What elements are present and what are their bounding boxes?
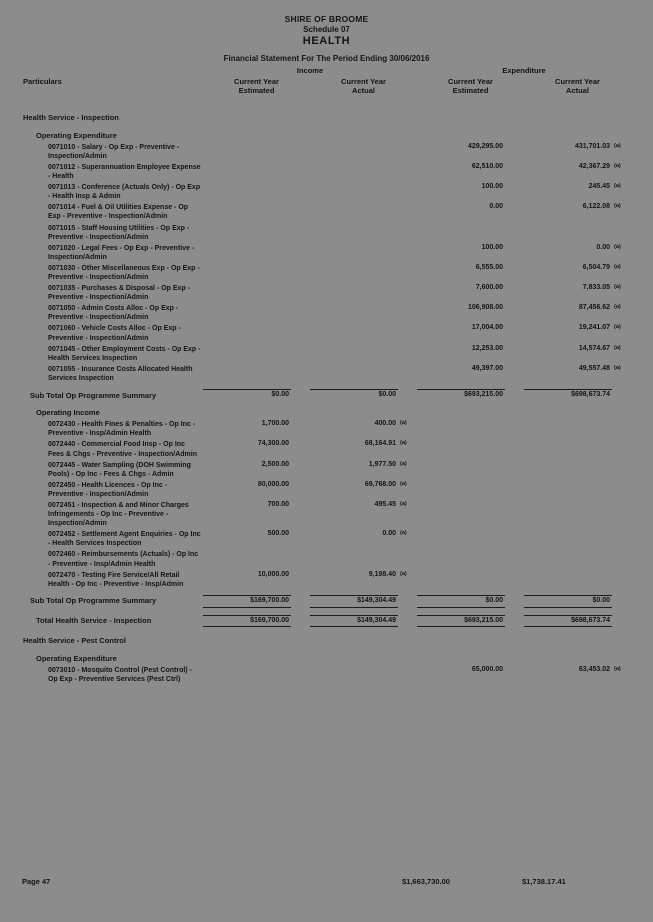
section-total-row — [22, 615, 631, 627]
income-estimated-header: Current Year Estimated — [234, 77, 279, 96]
section-total-label: Total Health Service - Inspection — [36, 616, 152, 626]
row-expenditure-estimated: 49,397.00 — [471, 364, 503, 372]
row-income-estimated — [203, 283, 291, 303]
row-income-actual — [310, 665, 398, 685]
row-note: (a) — [400, 420, 407, 427]
row-label: 0072460 - Reimbursements (Actuals) - Op Inc - Preventive - Insp/Admin Health — [48, 551, 199, 568]
table-row — [22, 665, 631, 685]
row-label: 0071035 - Purchases & Disposal - Op Exp - Preventive - Inspection/Admin — [48, 285, 191, 302]
row-income-estimated — [203, 303, 291, 323]
row-expenditure-estimated — [417, 529, 505, 549]
row-expenditure-actual: 87,456.62 — [578, 304, 610, 312]
table-row — [22, 439, 631, 459]
table-row — [22, 549, 631, 569]
row-note — [398, 202, 417, 222]
table-row — [22, 202, 631, 222]
row-note — [398, 344, 417, 364]
table-row — [22, 243, 631, 263]
block-subtitle-row — [22, 401, 631, 419]
row-note — [291, 344, 310, 364]
row-note — [505, 243, 524, 263]
row-note — [291, 223, 310, 243]
table-row — [22, 460, 631, 480]
row-note — [612, 223, 631, 243]
statement-period: Financial Statement For The Period Ending 30/06/2016 — [223, 54, 430, 63]
row-label: 0071014 - Fuel & Oil Utilities Expense - Op Exp - Preventive - Inspection/Admin — [48, 204, 189, 221]
income-actual-header: Current Year Actual — [341, 77, 386, 96]
table-row — [22, 223, 631, 243]
particulars-header: Particulars — [23, 77, 62, 86]
row-note: (a) — [614, 142, 621, 149]
row-income-actual: 0.00 — [382, 530, 396, 538]
row-expenditure-estimated: 100.00 — [481, 183, 503, 191]
row-income-actual — [310, 344, 398, 364]
row-label: 0071045 - Other Employment Costs - Op Exp - Health Services Inspection — [48, 345, 201, 362]
row-expenditure-actual: 431,701.03 — [574, 142, 610, 150]
subtotal-expenditure-estimated: $693,215.00 — [417, 390, 505, 402]
row-income-estimated — [203, 182, 291, 202]
row-note: (a) — [614, 263, 621, 270]
row-note — [291, 202, 310, 222]
row-income-estimated: 700.00 — [267, 501, 289, 508]
subtotal-row — [22, 595, 631, 607]
footer-value-2: $1,738.17.41 — [522, 877, 566, 886]
row-expenditure-actual — [524, 529, 612, 549]
row-note: (a) — [400, 480, 407, 487]
row-income-actual — [310, 263, 398, 283]
row-income-estimated — [203, 202, 291, 222]
row-note — [291, 162, 310, 182]
row-expenditure-actual: 42,367.29 — [578, 162, 610, 170]
section-total-income-actual: $149,304.49 — [310, 615, 398, 627]
section-title-row — [22, 104, 631, 124]
row-income-actual — [310, 182, 398, 202]
row-label: 0072445 - Water Sampling (DOH Swimming Pools) - Op Inc - Fees & Chgs - Admin — [48, 461, 191, 478]
table-row — [22, 364, 631, 384]
row-note: (a) — [614, 162, 621, 169]
row-expenditure-actual: 49,557.48 — [578, 364, 610, 372]
row-income-actual: 1,977.50 — [368, 460, 396, 468]
schedule-title: HEALTH — [302, 35, 351, 47]
row-expenditure-estimated — [417, 500, 505, 529]
block-subtitle: Operating Income — [36, 408, 100, 418]
row-income-estimated — [203, 263, 291, 283]
table-row — [22, 323, 631, 343]
row-income-estimated: 500.00 — [267, 530, 289, 538]
row-note: (a) — [614, 364, 621, 371]
row-note: (a) — [400, 460, 407, 467]
row-income-estimated — [203, 142, 291, 162]
table-row — [22, 570, 631, 590]
row-label: 0072470 - Testing Fire Service/All Retail Health - Op Inc - Preventive - Insp/Admin — [48, 571, 184, 588]
row-expenditure-actual: 7,833.05 — [582, 284, 610, 292]
row-label: 0073010 - Mosquito Control (Pest Control) - Op Exp - Preventive Services (Pest Ctrl) — [48, 667, 192, 684]
row-label: 0072452 - Settlement Agent Enquiries - Op Inc - Health Services Inspection — [48, 531, 201, 548]
section-total-income-estimated: $169,700.00 — [203, 615, 291, 627]
row-note — [398, 283, 417, 303]
row-expenditure-actual — [524, 439, 612, 459]
row-note: (a) — [400, 570, 407, 577]
row-note: (a) — [614, 304, 621, 311]
row-note — [505, 323, 524, 343]
page-footer — [22, 877, 631, 886]
row-note — [505, 223, 524, 243]
row-expenditure-actual — [524, 549, 612, 569]
row-expenditure-estimated: 0.00 — [489, 203, 503, 211]
section-title-row — [22, 627, 631, 648]
row-note — [398, 182, 417, 202]
row-income-estimated — [203, 344, 291, 364]
row-expenditure-actual — [524, 480, 612, 500]
table-row — [22, 500, 631, 529]
row-income-estimated — [203, 364, 291, 384]
row-note — [291, 364, 310, 384]
row-label: 0071012 - Superannuation Employee Expense - Health — [48, 163, 201, 181]
row-expenditure-estimated: 12,253.00 — [471, 344, 503, 352]
row-expenditure-estimated — [417, 223, 505, 243]
column-header-row — [22, 76, 631, 97]
table-row — [22, 529, 631, 549]
row-note — [505, 182, 524, 202]
subtotal-label: Sub Total Op Programme Summary — [30, 390, 157, 400]
row-expenditure-estimated: 62,510.00 — [471, 162, 503, 170]
section-title: Health Service - Pest Control — [23, 636, 126, 646]
row-expenditure-estimated: 7,600.00 — [475, 284, 503, 292]
table-row — [22, 263, 631, 283]
table-row — [22, 162, 631, 182]
row-note: (a) — [614, 203, 621, 210]
row-note — [505, 162, 524, 182]
row-note — [291, 142, 310, 162]
row-expenditure-estimated: 17,004.00 — [471, 324, 503, 332]
block-subtitle: Operating Expenditure — [36, 130, 117, 140]
row-income-actual: 69,768.00 — [364, 480, 396, 488]
table-row — [22, 344, 631, 364]
row-note — [505, 202, 524, 222]
expenditure-estimated-header: Current Year Estimated — [448, 77, 493, 96]
subtotal-label: Sub Total Op Programme Summary — [30, 596, 157, 606]
row-expenditure-estimated: 106,908.00 — [467, 304, 503, 312]
row-label: 0071030 - Other Miscellaneous Exp - Op Exp - Preventive - Inspection/Admin — [48, 264, 200, 281]
row-label: 0071055 - Insurance Costs Allocated Health Services Inspection — [48, 365, 193, 382]
row-income-estimated — [203, 323, 291, 343]
row-label: 0071015 - Staff Housing Utilities - Op Exp - Preventive - Inspection/Admin — [48, 224, 190, 241]
row-expenditure-estimated — [417, 480, 505, 500]
row-income-actual: 68,164.91 — [364, 440, 396, 448]
table-row — [22, 480, 631, 500]
row-note: (a) — [614, 183, 621, 190]
row-expenditure-actual — [524, 570, 612, 590]
row-note: (a) — [614, 666, 621, 673]
row-note — [291, 243, 310, 263]
row-note — [398, 323, 417, 343]
subtotal-row — [22, 390, 631, 402]
row-expenditure-actual: 63,453.02 — [578, 666, 610, 674]
row-note: (a) — [614, 243, 621, 250]
column-group-row — [22, 65, 631, 76]
row-expenditure-actual: 19,241.07 — [578, 324, 610, 332]
row-expenditure-actual: 0.00 — [596, 243, 610, 251]
row-note: (a) — [614, 344, 621, 351]
row-expenditure-estimated — [417, 439, 505, 459]
row-income-actual — [310, 223, 398, 243]
income-group-header: Income — [296, 66, 324, 75]
row-income-actual — [310, 162, 398, 182]
row-income-actual: 9,198.40 — [368, 570, 396, 578]
row-expenditure-estimated — [417, 549, 505, 569]
table-row — [22, 303, 631, 323]
row-label: 0071010 - Salary - Op Exp - Preventive - Inspection/Admin — [48, 143, 180, 160]
row-label: 0072440 - Commercial Food Insp - Op Inc Fees & Chgs - Preventive - Inspection/Admin — [48, 441, 197, 458]
table-row — [22, 142, 631, 162]
row-expenditure-actual — [524, 419, 612, 439]
row-income-estimated — [203, 223, 291, 243]
row-expenditure-estimated: 6,555.00 — [475, 263, 503, 271]
row-income-actual — [310, 549, 398, 569]
document-header — [22, 14, 631, 63]
row-label: 0071050 - Admin Costs Alloc - Op Exp - Preventive - Inspection/Admin — [48, 305, 179, 322]
row-income-actual — [310, 283, 398, 303]
organisation-name: SHIRE OF BROOME — [284, 14, 369, 24]
row-note — [291, 303, 310, 323]
expenditure-group-header: Expenditure — [502, 66, 546, 75]
row-note — [398, 549, 417, 569]
block-subtitle-row — [22, 124, 631, 142]
row-income-actual: 495.45 — [374, 501, 396, 508]
subtotal-income-estimated: $0.00 — [203, 390, 291, 402]
row-expenditure-estimated — [417, 570, 505, 590]
row-note: (a) — [614, 284, 621, 291]
row-income-actual — [310, 202, 398, 222]
table-row — [22, 419, 631, 439]
financial-table — [22, 65, 631, 686]
row-income-estimated — [203, 665, 291, 685]
subtotal-expenditure-actual: $0.00 — [524, 595, 612, 607]
row-note: (a) — [400, 530, 407, 537]
table-row — [22, 283, 631, 303]
row-expenditure-estimated: 429,295.00 — [467, 142, 503, 150]
row-note: (a) — [614, 324, 621, 331]
row-income-estimated: 10,000.00 — [257, 570, 289, 578]
row-label: 0072451 - Inspection & and Minor Charges Infringements - Op Inc - Preventive - Inspection/Admin — [48, 502, 189, 528]
row-note — [505, 344, 524, 364]
row-note — [291, 323, 310, 343]
row-note — [398, 142, 417, 162]
expenditure-actual-header: Current Year Actual — [555, 77, 600, 96]
row-note — [505, 263, 524, 283]
row-note — [398, 263, 417, 283]
row-label: 0071060 - Vehicle Costs Alloc - Op Exp - Preventive - Inspection/Admin — [48, 325, 181, 342]
table-row — [22, 182, 631, 202]
row-note — [398, 162, 417, 182]
row-label: 0071013 - Conference (Actuals Only) - Op Exp - Health Insp & Admin — [48, 184, 201, 201]
schedule-number: Schedule 07 — [303, 25, 350, 34]
section-total-expenditure-actual: $698,673.74 — [524, 615, 612, 627]
row-note — [505, 303, 524, 323]
row-income-actual — [310, 303, 398, 323]
subtotal-income-estimated: $169,700.00 — [203, 595, 291, 607]
row-note: (a) — [400, 440, 407, 447]
row-income-estimated: 1,700.00 — [261, 420, 289, 428]
subtotal-income-actual: $0.00 — [310, 390, 398, 402]
section-title: Health Service - Inspection — [23, 112, 119, 122]
row-expenditure-actual: 6,504.79 — [582, 263, 610, 271]
page-number: Page 47 — [22, 877, 51, 886]
row-expenditure-actual: 245.45 — [588, 183, 610, 191]
row-note: (a) — [400, 501, 407, 507]
row-expenditure-estimated: 65,000.00 — [471, 666, 503, 674]
row-expenditure-actual — [524, 500, 612, 529]
row-income-estimated: 2,500.00 — [261, 460, 289, 468]
row-income-actual — [310, 243, 398, 263]
row-income-actual — [310, 142, 398, 162]
row-label: 0072450 - Health Licences - Op Inc - Preventive - Inspection/Admin — [48, 481, 168, 498]
row-income-estimated: 74,300.00 — [257, 440, 289, 448]
row-expenditure-estimated — [417, 419, 505, 439]
row-income-estimated — [203, 549, 291, 569]
row-note — [291, 182, 310, 202]
subtotal-expenditure-estimated: $0.00 — [417, 595, 505, 607]
block-subtitle: Operating Expenditure — [36, 654, 117, 664]
row-expenditure-estimated: 100.00 — [481, 243, 503, 251]
row-income-estimated — [203, 162, 291, 182]
row-note — [291, 263, 310, 283]
row-income-actual — [310, 364, 398, 384]
row-label: 0071020 - Legal Fees - Op Exp - Preventive - Inspection/Admin — [48, 244, 195, 261]
row-note — [398, 223, 417, 243]
footer-value-1: $1,663,730.00 — [402, 877, 450, 886]
subtotal-expenditure-actual: $698,673.74 — [524, 390, 612, 402]
row-expenditure-actual: 14,574.67 — [578, 344, 610, 352]
row-expenditure-actual — [524, 223, 612, 243]
row-income-estimated: 80,000.00 — [257, 480, 289, 488]
subtotal-income-actual: $149,304.49 — [310, 595, 398, 607]
row-note — [398, 303, 417, 323]
row-note — [398, 364, 417, 384]
section-total-expenditure-estimated: $693,215.00 — [417, 615, 505, 627]
row-expenditure-actual: 6,122.08 — [582, 203, 610, 211]
row-income-actual: 400.00 — [374, 420, 396, 428]
row-note — [505, 142, 524, 162]
row-note — [291, 283, 310, 303]
row-income-actual — [310, 323, 398, 343]
row-note — [398, 243, 417, 263]
row-expenditure-estimated — [417, 460, 505, 480]
row-note — [505, 364, 524, 384]
row-note — [505, 283, 524, 303]
row-expenditure-actual — [524, 460, 612, 480]
row-label: 0072430 - Health Fines & Penalties - Op Inc - Preventive - Insp/Admin Health — [48, 421, 196, 438]
block-subtitle-row — [22, 647, 631, 665]
row-income-estimated — [203, 243, 291, 263]
